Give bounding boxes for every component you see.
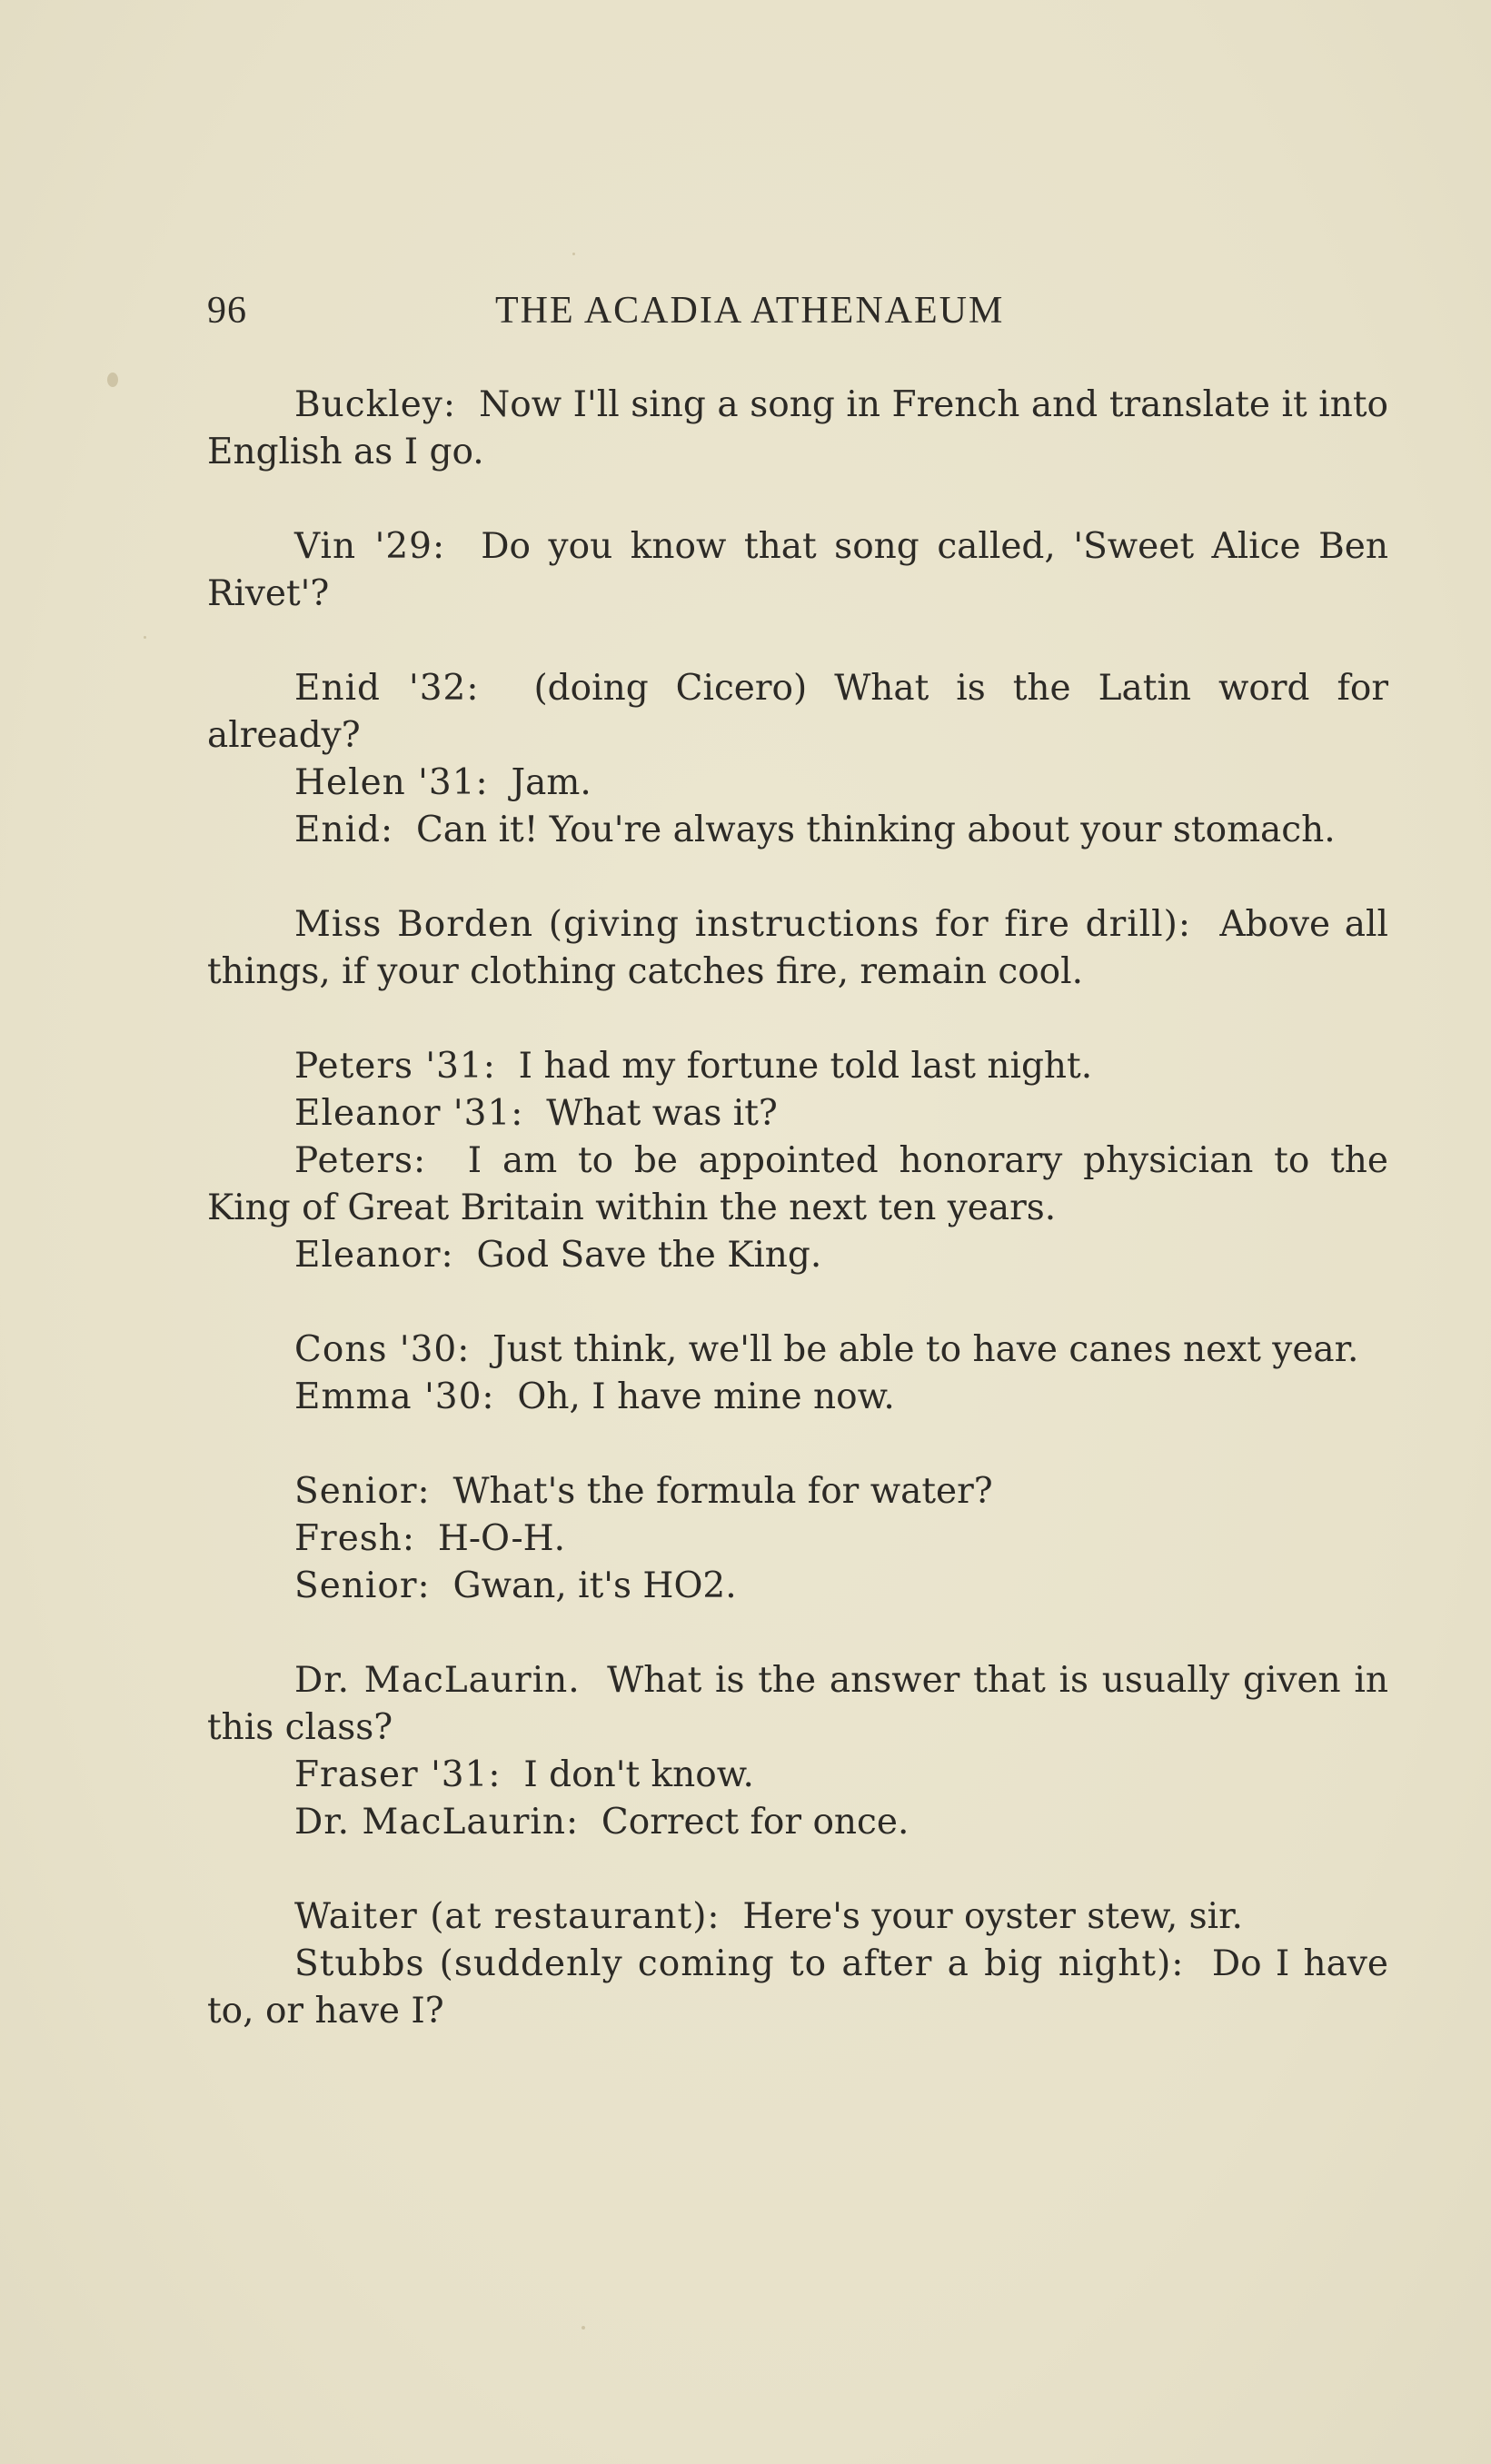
dialogue-text: What's the formula for water? bbox=[452, 1471, 993, 1512]
paper-speck bbox=[572, 253, 575, 255]
joke bbox=[207, 1657, 1388, 1846]
dialogue-line bbox=[207, 382, 1388, 476]
dialogue-line bbox=[207, 1374, 1388, 1421]
dialogue-line bbox=[207, 1657, 1388, 1752]
paper-speck bbox=[144, 636, 146, 639]
dialogue-text: Above all things, if your clothing catches fire, remain cool. bbox=[207, 904, 1389, 992]
speaker-name: Fresh: bbox=[294, 1518, 416, 1559]
speaker-name: Peters: bbox=[294, 1140, 427, 1181]
dialogue-line bbox=[207, 1515, 1388, 1563]
speaker-name: Eleanor '31: bbox=[294, 1093, 524, 1134]
dialogue-text: Can it! You're always thinking about your stomach. bbox=[415, 810, 1336, 850]
speaker-name: Stubbs (suddenly coming to after a big night): bbox=[294, 1943, 1185, 1984]
speaker-name: Miss Borden (giving instructions for fire drill): bbox=[294, 904, 1191, 945]
speaker-name: Helen '31: bbox=[294, 762, 489, 803]
page-header bbox=[207, 289, 1388, 338]
dialogue-line bbox=[207, 523, 1388, 618]
speaker-name: Eleanor: bbox=[294, 1235, 454, 1276]
joke bbox=[207, 901, 1388, 996]
dialogue-line bbox=[207, 1043, 1388, 1090]
dialogue-line bbox=[207, 1752, 1388, 1799]
dialogue-line bbox=[207, 1326, 1388, 1374]
dialogue-line bbox=[207, 1941, 1388, 2035]
dialogue-text: H-O-H. bbox=[437, 1518, 566, 1559]
dialogue-line bbox=[207, 665, 1388, 760]
dialogue-text: Just think, we'll be able to have canes next year. bbox=[492, 1329, 1359, 1370]
speaker-name: Enid: bbox=[294, 810, 394, 850]
dialogue-text: I am to be appointed honorary physician to the King of Great Britain within the next ten years. bbox=[207, 1140, 1389, 1228]
dialogue-line bbox=[207, 1138, 1388, 1232]
speaker-name: Peters '31: bbox=[294, 1046, 496, 1087]
dialogue-text: Correct for once. bbox=[601, 1802, 910, 1843]
dialogue-text: I had my fortune told last night. bbox=[518, 1046, 1093, 1087]
dialogue-text: Now I'll sing a song in French and translate it into English as I go. bbox=[207, 384, 1389, 472]
joke bbox=[207, 1893, 1388, 2035]
dialogue-text: Gwan, it's HO2. bbox=[452, 1565, 737, 1606]
dialogue-text: I don't know. bbox=[523, 1754, 754, 1795]
dialogue-text: Jam. bbox=[511, 762, 591, 803]
speaker-name: Dr. MacLaurin. bbox=[294, 1660, 581, 1701]
paper-speck bbox=[581, 2326, 585, 2330]
joke bbox=[207, 665, 1388, 854]
speaker-name: Emma '30: bbox=[294, 1376, 495, 1417]
page-number: 96 bbox=[207, 290, 247, 332]
dialogue-line bbox=[207, 1893, 1388, 1941]
dialogue-text: Oh, I have mine now. bbox=[517, 1376, 895, 1417]
speaker-name: Vin '29: bbox=[294, 526, 446, 567]
speaker-name: Waiter (at restaurant): bbox=[294, 1896, 721, 1937]
dialogue-text: What was it? bbox=[546, 1093, 778, 1134]
dialogue-text: Do I have to, or have I? bbox=[207, 1943, 1388, 2032]
dialogue-line bbox=[207, 807, 1388, 854]
dialogue-line bbox=[207, 760, 1388, 807]
speaker-name: Senior: bbox=[294, 1565, 431, 1606]
joke bbox=[207, 1326, 1388, 1421]
paper-speck bbox=[107, 373, 118, 387]
dialogue-line bbox=[207, 1563, 1388, 1610]
dialogue-line bbox=[207, 1799, 1388, 1846]
joke bbox=[207, 1468, 1388, 1610]
joke bbox=[207, 1043, 1388, 1279]
speaker-name: Dr. MacLaurin: bbox=[294, 1802, 580, 1843]
speaker-name: Fraser '31: bbox=[294, 1754, 502, 1795]
running-title: THE ACADIA ATHENAEUM bbox=[495, 290, 1005, 332]
dialogue-text: Here's your oyster stew, sir. bbox=[742, 1896, 1243, 1937]
dialogue-text: What is the answer that is usually given in this class? bbox=[207, 1660, 1388, 1748]
dialogue-text: (doing Cicero) What is the Latin word for already? bbox=[207, 668, 1388, 756]
dialogue-text: God Save the King. bbox=[476, 1235, 822, 1276]
speaker-name: Enid '32: bbox=[294, 668, 480, 709]
speaker-name: Senior: bbox=[294, 1471, 431, 1512]
dialogue-line bbox=[207, 1090, 1388, 1138]
dialogue-line bbox=[207, 1232, 1388, 1279]
joke bbox=[207, 382, 1388, 476]
speaker-name: Buckley: bbox=[294, 384, 456, 425]
page-body bbox=[207, 382, 1388, 2082]
dialogue-text: Do you know that song called, 'Sweet Alice Ben Rivet'? bbox=[207, 526, 1389, 614]
dialogue-line bbox=[207, 901, 1388, 996]
joke bbox=[207, 523, 1388, 618]
dialogue-line bbox=[207, 1468, 1388, 1515]
speaker-name: Cons '30: bbox=[294, 1329, 471, 1370]
